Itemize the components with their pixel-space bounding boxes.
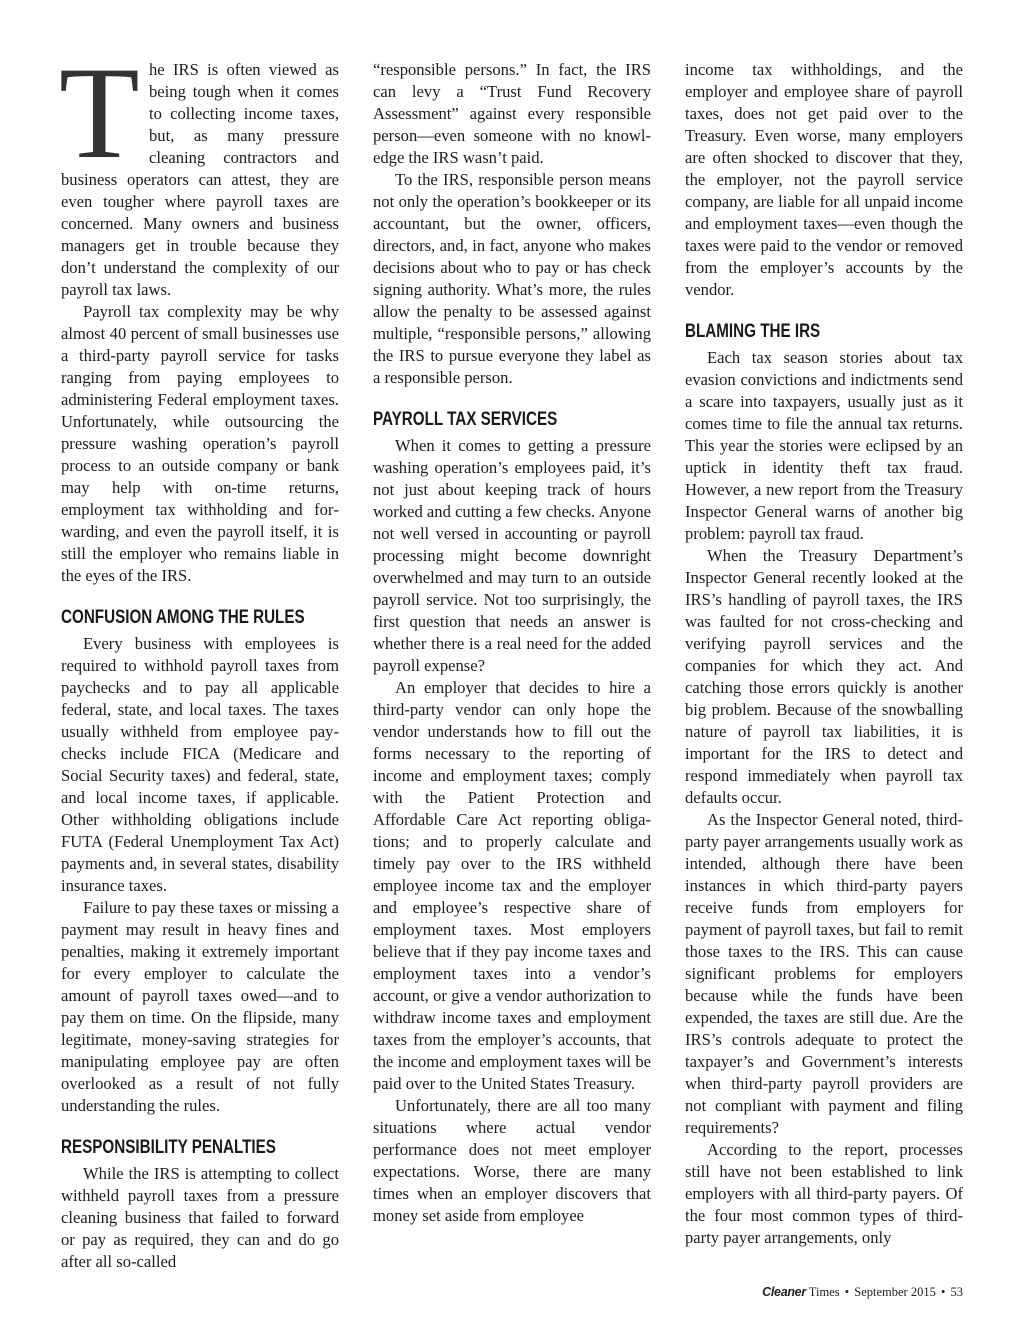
article-paragraph: Unfortunately, there are all too many situations where actual vendor performance does not meet employer expectations. Worse, there are many times when an employer discovers that money set aside from employee — [373, 1096, 651, 1225]
article-paragraph: According to the report, processes still have not been established to link employers with all third-party payers. Of the four most common types of third-party payer arrangements, only — [685, 1140, 963, 1247]
article-paragraph: “responsible persons.” In fact, the IRS can levy a “Trust Fund Recovery Assessment” against every responsible person—even someone with no knowledge the IRS wasn’t paid. — [373, 60, 651, 167]
article-paragraph — [59, 39, 339, 301]
section-heading: PAYROLL TAX SERVICES — [373, 408, 558, 430]
article-paragraph: Payroll tax complexity may be why almost 40 percent of small businesses use a third-party payroll service for tasks ranging from paying employees to administering Federal employment taxes. Unfortunately, while outsourcing the pressure washing operation’s payroll process to an outside company or bank may help with on-time returns, employment tax withholding and forwarding, and even the payroll itself, it is still the employer who remains liable in the eyes of the IRS. — [61, 302, 339, 585]
article-paragraph: As the Inspector General noted, third-party payer arrangements usually work as intended, although there have been instances in which third-party payers receive funds from employers for payment of payroll taxes, but fail to remit those taxes to the IRS. This can cause significant problems for employers because while the funds have been expended, the taxes are still due. Are the IRS’s controls adequate to protect the taxpayer’s and Government’s interests when third-party payroll providers are not compliant with payment and filing requirements? — [685, 810, 963, 1137]
magazine-name: Cleaner — [762, 1285, 806, 1299]
article-paragraph: Every business with employees is required to withhold payroll taxes from paychecks and to pay all applicable federal, state, and local taxes. The taxes usually withheld from employee paychecks include FICA (Medicare and Social Security taxes) and federal, state, and local income taxes, if applicable. Other withholding obligations include FUTA (Federal Unemployment Tax Act) payments and, in several states, disability insurance taxes. — [61, 634, 339, 895]
footer-bullet: • — [940, 1285, 946, 1299]
footer-bullet: • — [844, 1285, 850, 1299]
paragraph-text: he IRS is often viewed as being tough when it comes to collecting income taxes, but, as many pressure cleaning contractors and business operators can attest, they are even tougher where payroll taxes are concerned. Many owners and business managers get in trouble because they don’t understand the complexity of our payroll tax laws. — [61, 60, 339, 299]
article-paragraph: Failure to pay these taxes or missing a payment may result in heavy fines and penalties, making it extremely important for every employer to calculate the amount of payroll taxes owed—and to pay them on time. On the flipside, many legitimate, money-saving strategies for manipulating employee pay are often overlooked as a result of not fully understanding the rules. — [61, 898, 339, 1115]
article-paragraph: When the Treasury Department’s Inspector General recently looked at the IRS’s handling of payroll taxes, the IRS was faulted for not cross-checking and verifying payroll services and the companies for which they act. And catching those errors quickly is another big problem. Because of the snowballing nature of payroll tax liabilities, it is important for the IRS to detect and respond immediately when payroll tax defaults occur. — [685, 546, 963, 807]
article-paragraph: To the IRS, responsible person means not only the operation’s bookkeeper or its accountant, but the owner, officers, directors, and, in fact, anyone who makes decisions about who to pay or has check signing authority. What’s more, the rules allow the penalty to be assessed against multiple, “responsible persons,” allowing the IRS to pursue everyone they label as a responsible person. — [373, 170, 651, 387]
article-paragraph: income tax withholdings, and the employer and employee share of payroll taxes, does not get paid over to the Treasury. Even worse, many employers are often shocked to discover that they, the employer, not the payroll service company, are liable for all unpaid income and employment taxes—even though the taxes were paid to the vendor or removed from the employer’s accounts by the vendor. — [685, 60, 963, 299]
article-column-1 — [59, 39, 339, 1273]
article-paragraph: Each tax season stories about tax evasion convictions and indictments send a scare into taxpayers, usually just as it comes time to file the annual tax returns. This year the stories were eclipsed by an uptick in identity theft tax fraud. However, a new report from the Treasury Inspector General warns of another big problem: payroll tax fraud. — [685, 348, 963, 543]
drop-cap: T — [59, 39, 140, 186]
page-number: 53 — [950, 1285, 963, 1299]
issue-date: September 2015 — [854, 1285, 936, 1299]
article-column-2 — [373, 59, 651, 1227]
article-paragraph: An employer that decides to hire a third-party vendor can only hope the vendor understands how to fill out the forms necessary to the reporting of income and employment taxes; comply with the Patient Protection and Affordable Care Act reporting obligations; and to properly calculate and timely pay over to the IRS withheld employee income tax and the employer and employee’s respective share of employment taxes. Most employers believe that if they pay income taxes and employment taxes into a vendor’s account, or give a vendor authorization to withdraw income taxes and employment taxes from the employer’s accounts, that the income and employment taxes will be paid over to the United States Treasury. — [373, 678, 651, 1093]
section-heading: RESPONSIBILITY PENALTIES — [61, 1136, 276, 1158]
section-heading: BLAMING THE IRS — [685, 320, 821, 342]
page-footer — [762, 1285, 963, 1300]
magazine-name-suffix: Times — [805, 1285, 840, 1299]
section-heading: CONFUSION AMONG THE RULES — [61, 606, 305, 628]
article-paragraph: When it comes to getting a pressure washing operation’s employees paid, it’s not just about keeping track of hours worked and cutting a few checks. Anyone not well versed in accounting or payroll processing might become downright overwhelmed and may turn to an outside payroll service. Not too surprisingly, the first question that needs an answer is whether there is a real need for the added payroll expense? — [373, 436, 651, 675]
article-paragraph: While the IRS is attempting to collect withheld payroll taxes from a pressure cleaning business that failed to forward or pay as required, they can and do go after all so-called — [61, 1164, 339, 1271]
article-column-3 — [685, 59, 963, 1249]
